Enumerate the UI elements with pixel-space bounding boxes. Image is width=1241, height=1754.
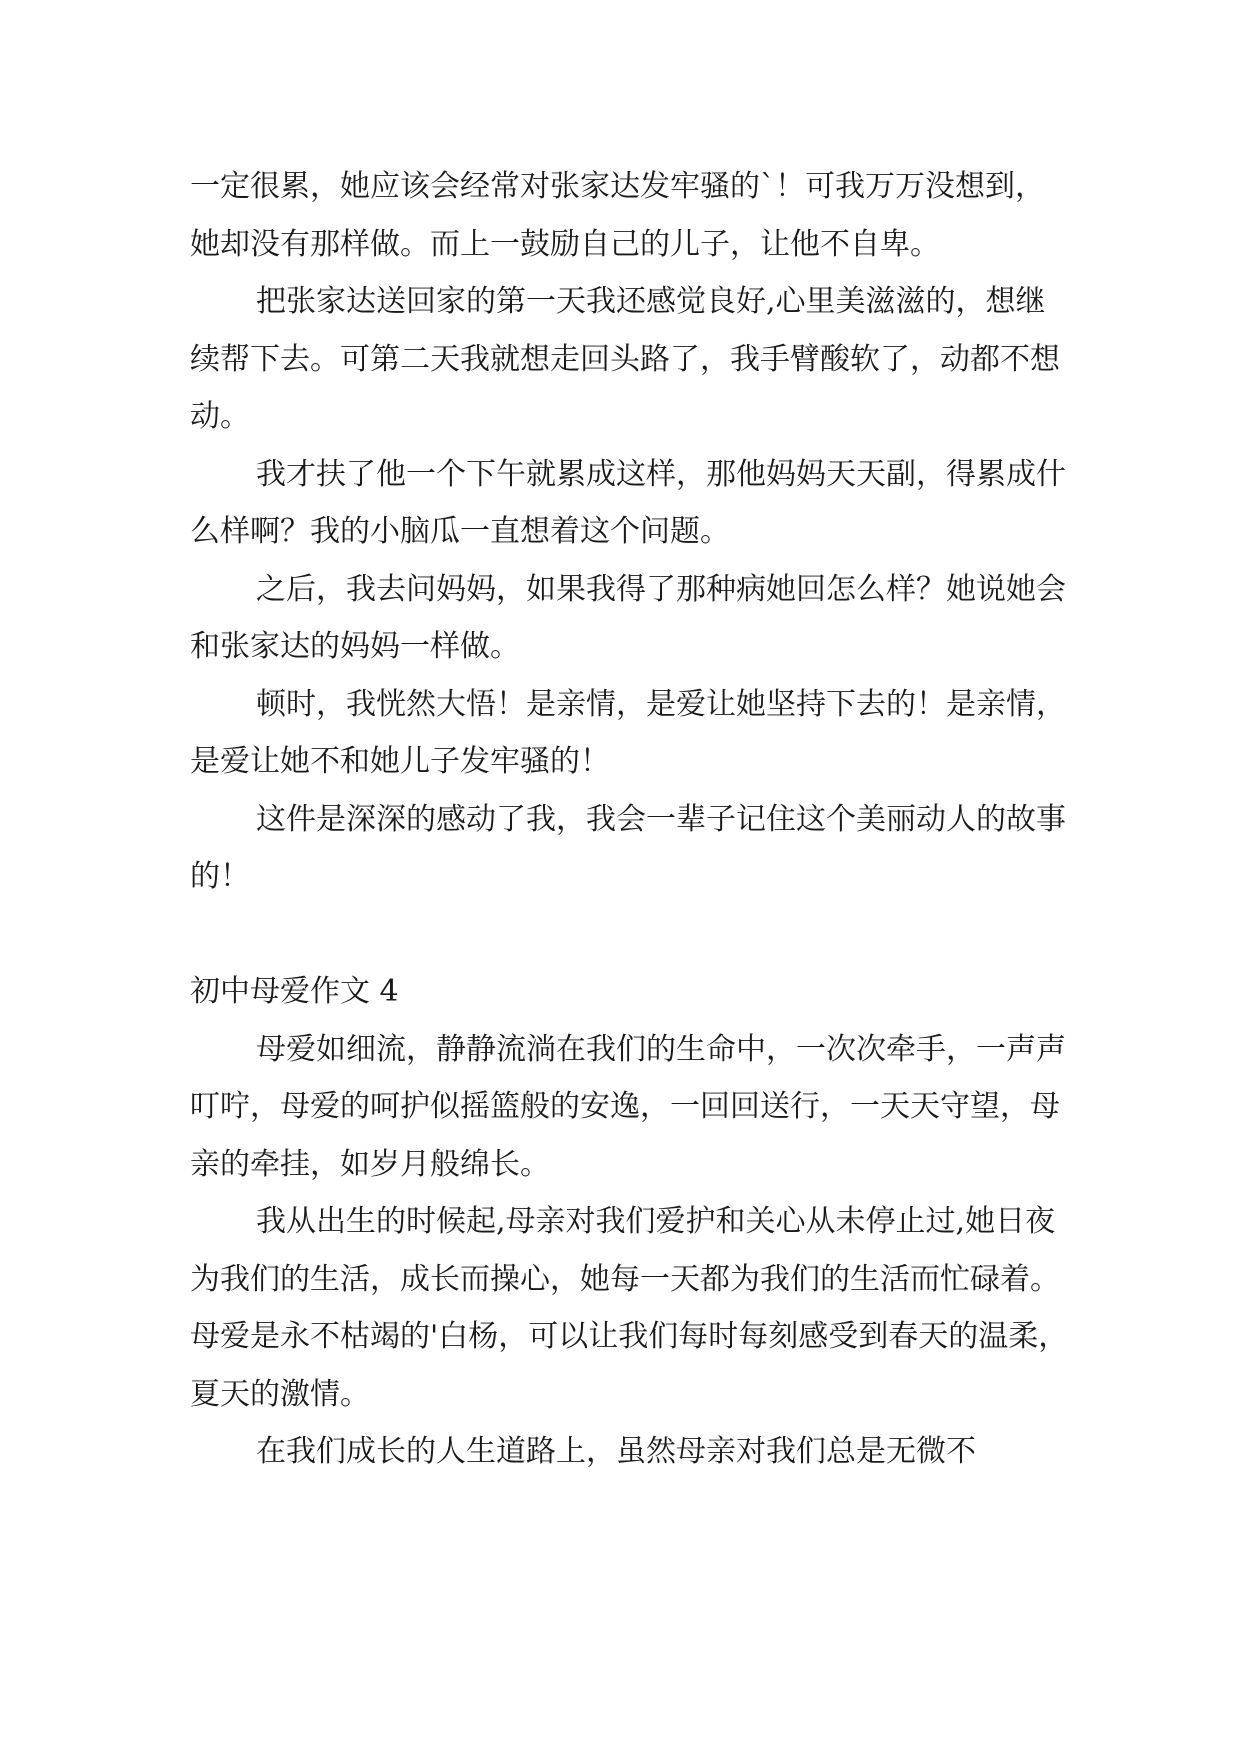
- paragraph: 我才扶了他一个下午就累成这样，那他妈妈天天副，得累成什么样啊？我的小脑瓜一直想着这个问题。: [190, 456, 1066, 549]
- paragraph: 把张家达送回家的第一天我还感觉良好,心里美滋滋的，想继续帮下去。可第二天我就想走回头路了，我手臂酸软了，动都不想动。: [190, 284, 1060, 434]
- paragraph: 我从出生的时候起,母亲对我们爱护和关心从未停止过,她日夜为我们的生活，成长而操心，她每一天都为我们的生活而忙碌着。母爱是永不枯竭的'白杨，可以让我们每时每刻感受到春天的温柔，夏天的激情。: [190, 1204, 1069, 1412]
- blank-line: [190, 906, 1070, 964]
- paragraph: 之后，我去问妈妈，如果我得了那种病她回怎么样？她说她会和张家达的妈妈一样做。: [190, 571, 1066, 664]
- paragraph: 这件是深深的感动了我，我会一辈子记住这个美丽动人的故事的！: [190, 801, 1066, 894]
- document-body: [190, 158, 1070, 1481]
- paragraph: 在我们成长的人生道路上，虽然母亲对我们总是无微不: [256, 1434, 976, 1469]
- paragraph: 顿时，我恍然大悟！是亲情，是爱让她坚持下去的！是亲情，是爱让她不和她儿子发牢骚的！: [190, 686, 1066, 779]
- paragraph: 一定很累，她应该会经常对张家达发牢骚的`！可我万万没想到，她却没有那样做。而上一鼓励自己的儿子，让他不自卑。: [190, 169, 1045, 262]
- section-title: 初中母爱作文 4: [190, 974, 399, 1009]
- paragraph: 母爱如细流，静静流淌在我们的生命中，一次次牵手，一声声叮咛，母爱的呵护似摇篮般的安逸，一回回送行，一天天守望，母亲的牵挂，如岁月般绵长。: [190, 1031, 1066, 1182]
